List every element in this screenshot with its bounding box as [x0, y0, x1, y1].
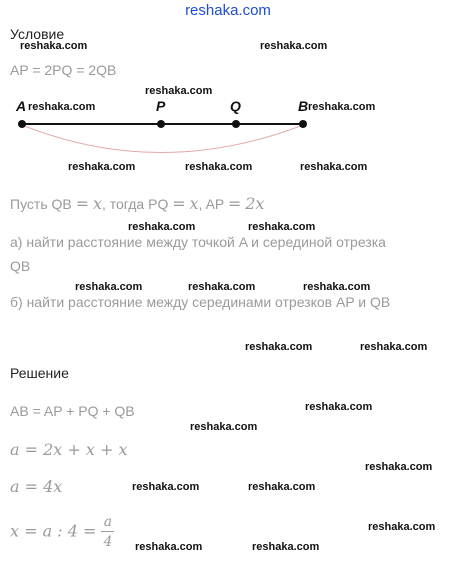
watermark: reshaka.com [300, 161, 368, 173]
let-pq: PQ [148, 196, 169, 212]
point-q-label: Q [230, 98, 241, 114]
condition-equality: AP = 2PQ = 2QB [10, 62, 117, 78]
point-p-dot [157, 120, 165, 128]
fraction-numerator: a [103, 514, 113, 530]
let-eq-2: = [172, 194, 186, 213]
solution-line-4-left: x = a : 4 = [10, 521, 97, 541]
solution-line-2: a = 2x + x + x [10, 440, 128, 459]
let-2x: 2x [245, 194, 265, 213]
watermark: reshaka.com [260, 40, 328, 52]
fraction [101, 515, 114, 549]
watermark: reshaka.com [368, 521, 436, 533]
point-q-dot [232, 120, 240, 128]
watermark: reshaka.com [28, 101, 96, 113]
watermark: reshaka.com [248, 481, 316, 493]
let-eq-1: = [75, 194, 90, 213]
solution-line-1: AB = AP + PQ + QB [10, 403, 135, 419]
solution-heading: Решение [10, 365, 69, 381]
point-p-label: P [156, 98, 166, 114]
watermark: reshaka.com [145, 85, 213, 97]
watermark: reshaka.com [68, 161, 136, 173]
item-a-line2: QB [10, 258, 31, 274]
watermark: reshaka.com [190, 421, 258, 433]
condition-heading: Условие [10, 26, 65, 42]
let-then: , тогда [101, 196, 145, 212]
point-a-label: A [16, 98, 27, 114]
let-prefix: Пусть [10, 196, 48, 212]
solution-line-4 [10, 515, 114, 549]
watermark: reshaka.com [365, 461, 433, 473]
let-x-2: x [189, 194, 199, 213]
point-b-dot [299, 120, 307, 128]
fraction-denominator: 4 [101, 531, 114, 549]
watermark: reshaka.com [185, 161, 253, 173]
watermark: reshaka.com [75, 281, 143, 293]
watermark: reshaka.com [128, 221, 196, 233]
point-a-dot [18, 120, 26, 128]
watermark: reshaka.com [305, 401, 373, 413]
let-eq-3: = [227, 194, 242, 213]
item-b: б) найти расстояние между серединами отрезков AP и QB [10, 294, 391, 310]
watermark: reshaka.com [135, 541, 203, 553]
watermark: reshaka.com [245, 341, 313, 353]
arc-curve [22, 125, 303, 153]
solution-line-3: a = 4x [10, 477, 63, 496]
watermark: reshaka.com [360, 341, 428, 353]
let-x-1: x [92, 194, 102, 213]
let-qb: QB [51, 196, 72, 212]
watermark: reshaka.com [188, 281, 256, 293]
watermark: reshaka.com [132, 481, 200, 493]
watermark: reshaka.com [248, 221, 316, 233]
point-b-label: B [298, 98, 309, 114]
item-a-line1: а) найти расстояние между точкой A и серединой отрезка [10, 234, 386, 250]
watermark: reshaka.com [252, 541, 320, 553]
let-statement [10, 194, 264, 213]
let-ap: , AP [198, 196, 225, 212]
watermark: reshaka.com [303, 281, 371, 293]
site-header-link[interactable]: reshaka.com [185, 2, 271, 19]
watermark: reshaka.com [308, 101, 376, 113]
watermark: reshaka.com [20, 40, 88, 52]
